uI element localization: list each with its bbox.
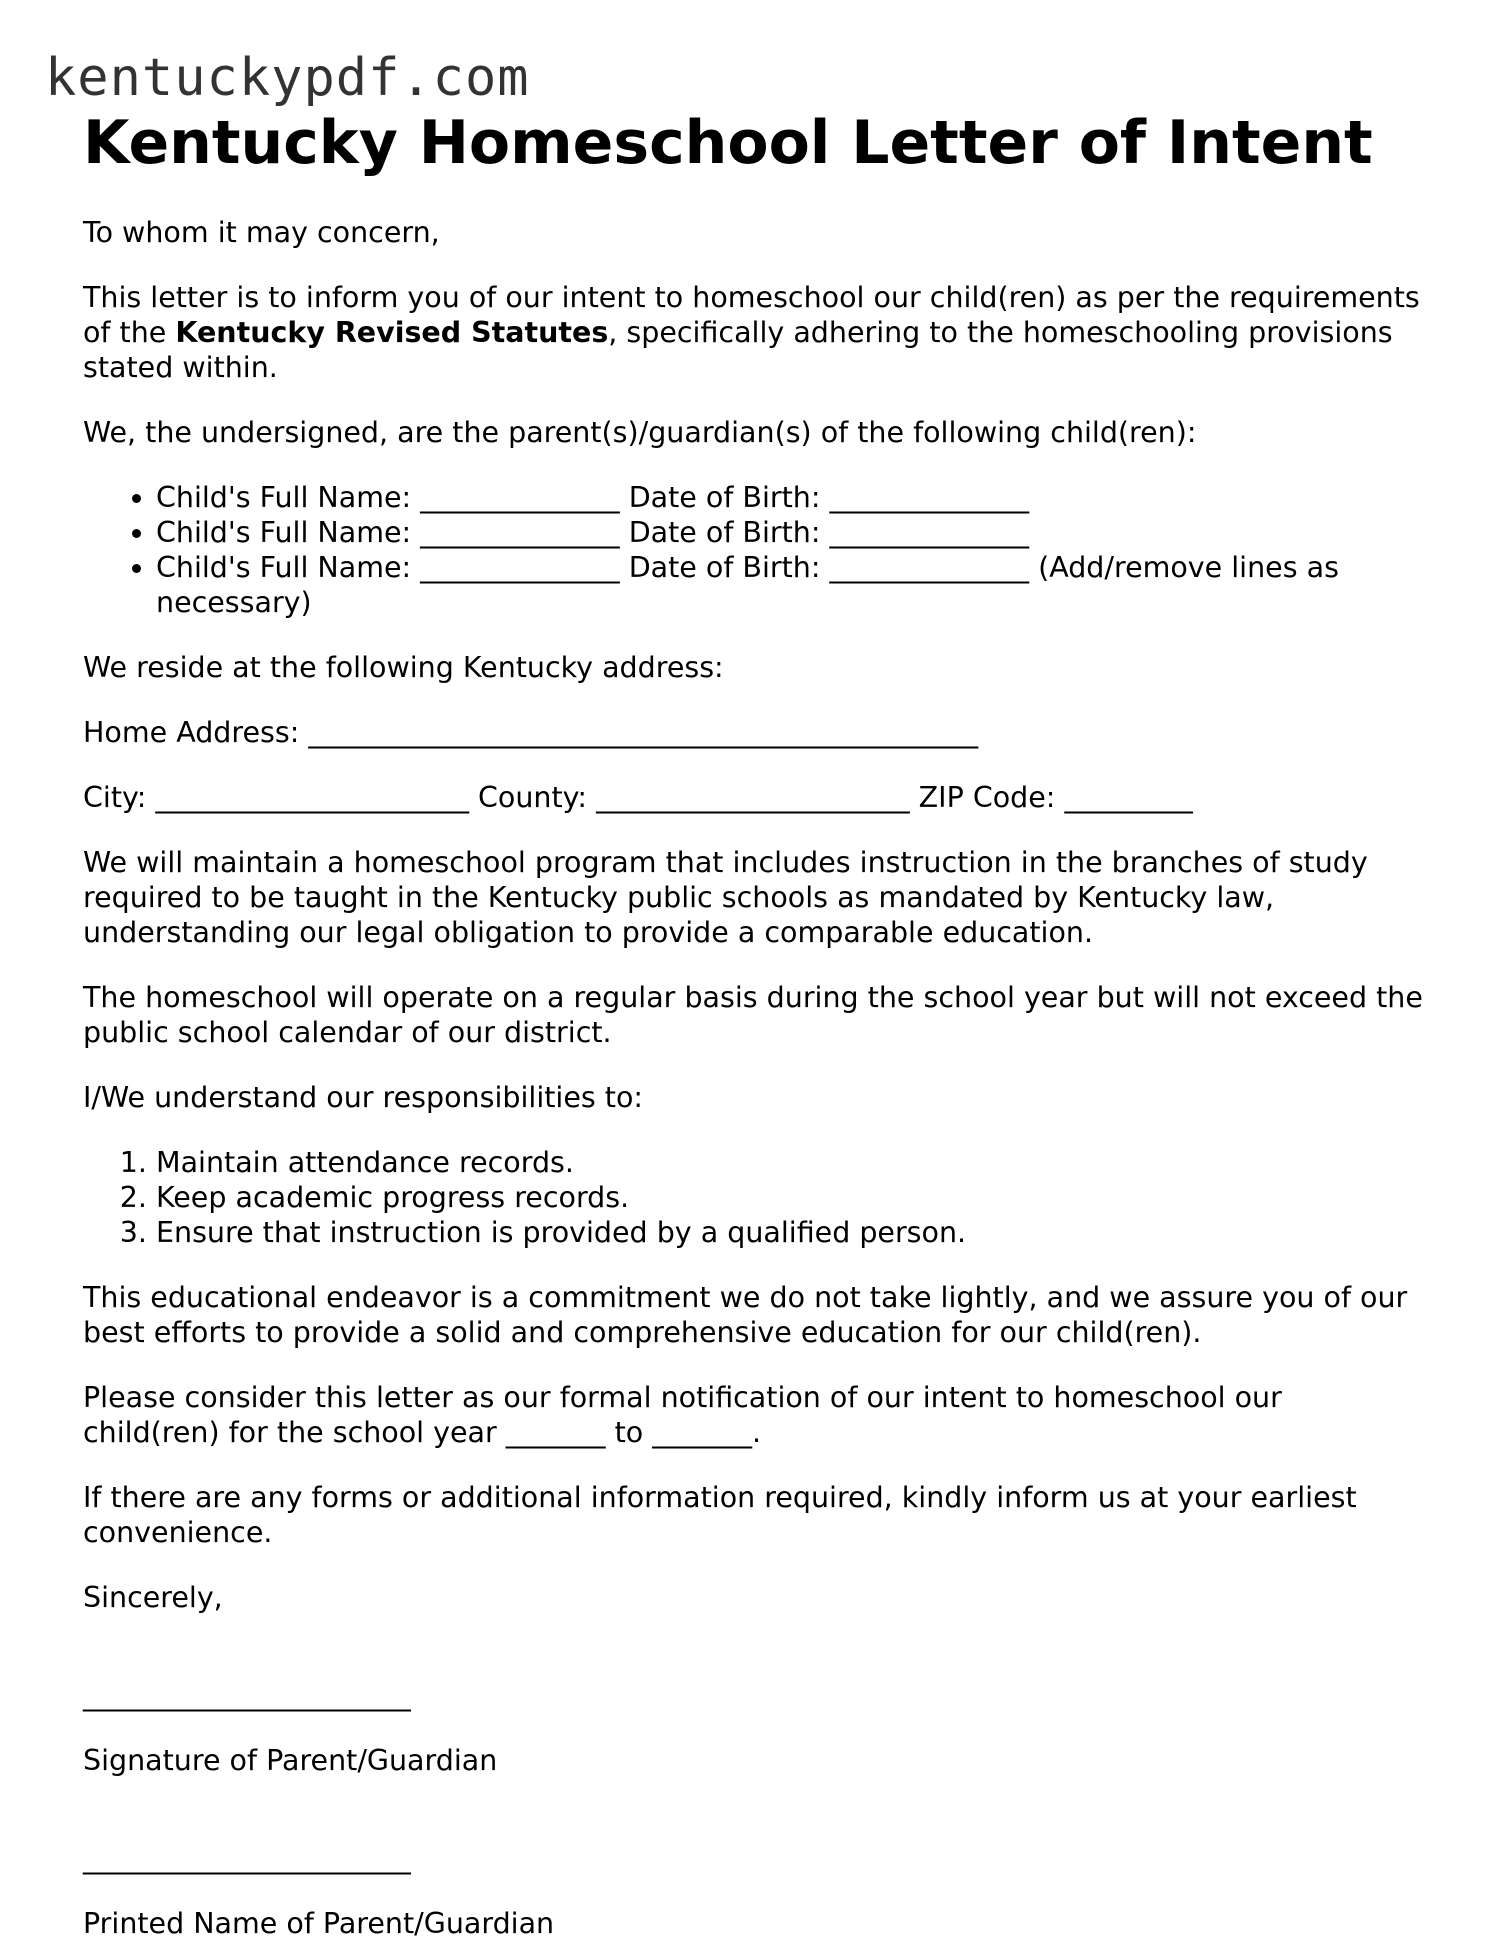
site-watermark: kentuckypdf.com: [45, 48, 530, 108]
children-intro: We, the undersigned, are the parent(s)/guardian(s) of the following child(ren):: [83, 416, 1197, 449]
program-paragraph: We will maintain a homeschool program that includes instruction in the branches of study required to be taught in the Kentucky public schools as mandated by Kentucky law, understanding our legal obligation to provide a comparable education.: [83, 846, 1368, 949]
intro-statute-name: Kentucky Revised Statutes: [175, 316, 609, 349]
notification-paragraph: Please consider this letter as our formal notification of our intent to homeschool our child(ren) for the school year _______ to _______.: [83, 1381, 1282, 1449]
responsibility-item-2: 2. Keep academic progress records.: [156, 1180, 1423, 1215]
closing: Sincerely,: [83, 1581, 223, 1614]
responsibilities-intro: I/We understand our responsibilities to:: [83, 1081, 643, 1114]
responsibility-item-3: 3. Ensure that instruction is provided by a qualified person.: [156, 1215, 1423, 1250]
letter-document: [83, 103, 1423, 1941]
commitment-paragraph: This educational endeavor is a commitment we do not take lightly, and we assure you of our best efforts to provide a solid and comprehensive education for our child(ren).: [83, 1281, 1408, 1349]
home-address-field: Home Address: _______________________________________________: [83, 716, 979, 749]
residence-intro: We reside at the following Kentucky address:: [83, 651, 724, 684]
salutation: To whom it may concern,: [83, 216, 440, 249]
children-list: [83, 480, 1423, 620]
page-title: Kentucky Homeschool Letter of Intent: [83, 108, 1373, 178]
intro-text-before: This letter is to inform you of our intent to homeschool our child(ren) as per the requirements of the: [83, 281, 1420, 349]
child-entry-3: • Child's Full Name: ______________ Date of Birth: ______________ (Add/remove lines as necessary): [156, 550, 1423, 620]
signature-line: _______________________: [83, 1679, 411, 1712]
signature-label: Signature of Parent/Guardian: [83, 1744, 498, 1777]
intro-paragraph: [83, 280, 1423, 385]
schedule-paragraph: The homeschool will operate on a regular basis during the school year but will not exceed the public school calendar of our district.: [83, 981, 1423, 1049]
child-entry-1: • Child's Full Name: ______________ Date of Birth: ______________: [156, 480, 1423, 515]
intro-text-after: , specifically adhering to the homeschooling provisions stated within.: [83, 316, 1393, 384]
responsibilities-list: [83, 1145, 1423, 1250]
child-entry-2: • Child's Full Name: ______________ Date of Birth: ______________: [156, 515, 1423, 550]
responsibility-item-1: 1. Maintain attendance records.: [156, 1145, 1423, 1180]
city-county-zip-field: City: ______________________ County: ______________________ ZIP Code: _________: [83, 781, 1193, 814]
forms-paragraph: If there are any forms or additional information required, kindly inform us at your earliest convenience.: [83, 1481, 1357, 1549]
printed-name-line: _______________________: [83, 1842, 411, 1875]
printed-name-label: Printed Name of Parent/Guardian: [83, 1907, 555, 1940]
